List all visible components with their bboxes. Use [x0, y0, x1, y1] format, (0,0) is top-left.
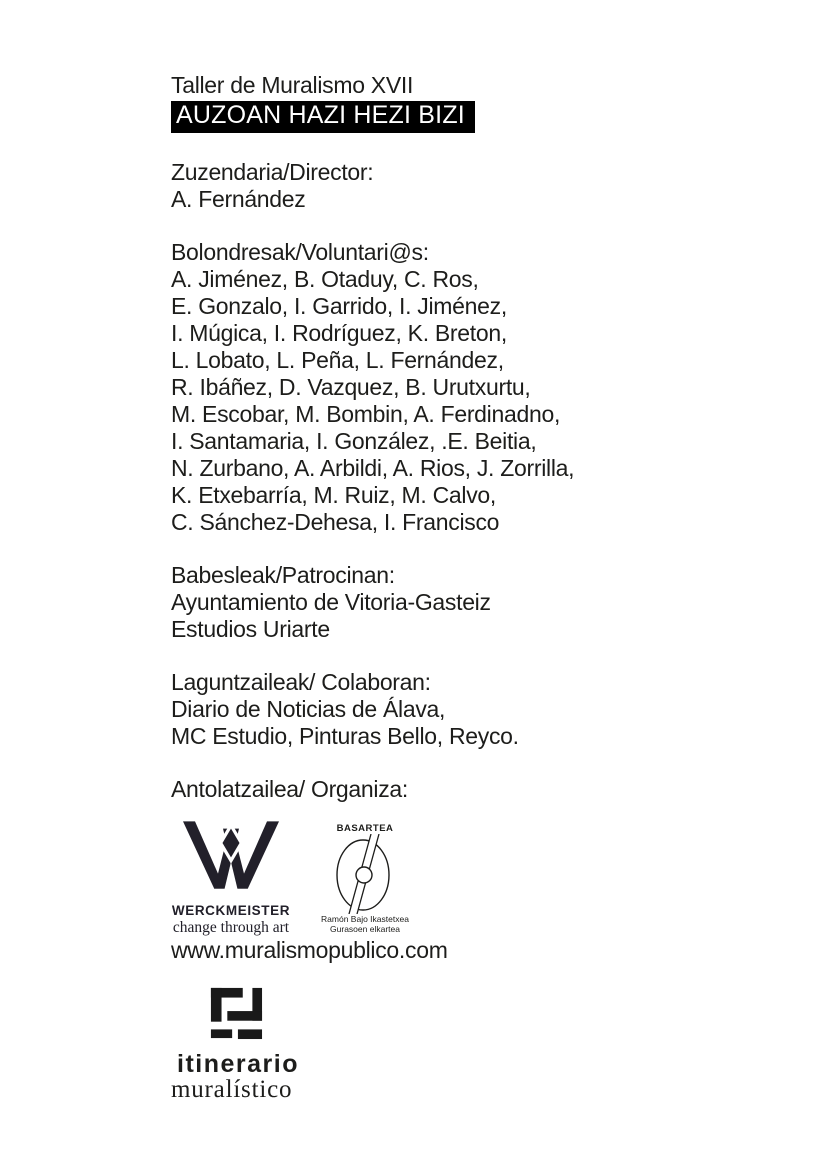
collaborators-line: MC Estudio, Pinturas Bello, Reyco.	[171, 723, 519, 749]
organizer-logos	[171, 821, 771, 937]
director-heading: Zuzendaria/Director:	[171, 159, 374, 185]
volunteers-line: C. Sánchez-Dehesa, I. Francisco	[171, 509, 500, 535]
basartea-name: BASARTEA	[336, 823, 394, 834]
werckmeister-tagline: change through art	[172, 919, 290, 936]
collaborators-heading: Laguntzaileak/ Colaboran:	[171, 669, 431, 695]
sponsors-line: Estudios Uriarte	[171, 616, 330, 642]
director-name: A. Fernández	[171, 186, 306, 212]
itinerario-logo	[171, 986, 771, 1103]
section-organizer	[171, 776, 771, 803]
organizer-heading: Antolatzailea/ Organiza:	[171, 776, 408, 802]
section-volunteers	[171, 239, 771, 536]
volunteers-line: I. Santamaria, I. González, .E. Beitia,	[171, 428, 537, 454]
volunteers-line: A. Jiménez, B. Otaduy, C. Ros,	[171, 266, 479, 292]
page-title: Taller de Muralismo XVII	[171, 72, 414, 98]
basartea-school: Ramón Bajo Ikastetxea	[321, 914, 409, 924]
section-director	[171, 159, 771, 213]
banner-text: AUZOAN HAZI HEZI BIZI	[176, 101, 465, 129]
volunteers-line: K. Etxebarría, M. Ruiz, M. Calvo,	[171, 482, 496, 508]
collaborators-line: Diario de Noticias de Álava,	[171, 696, 446, 722]
section-sponsors	[171, 562, 771, 643]
banner	[171, 101, 475, 133]
werckmeister-w-icon	[183, 821, 279, 889]
credits-column	[171, 72, 771, 1103]
volunteers-line: L. Lobato, L. Peña, L. Fernández,	[171, 347, 504, 373]
volunteers-line: M. Escobar, M. Bombin, A. Ferdinadno,	[171, 401, 561, 427]
volunteers-line: N. Zurbano, A. Arbildi, A. Rios, J. Zorrilla,	[171, 455, 575, 481]
section-collaborators	[171, 669, 771, 750]
basartea-association: Gurasoen elkartea	[330, 924, 400, 934]
volunteers-heading: Bolondresak/Voluntari@s:	[171, 239, 429, 265]
muralistico-word: muralístico	[171, 1076, 293, 1103]
volunteers-line: R. Ibáñez, D. Vazquez, B. Urutxurtu,	[171, 374, 531, 400]
website-link[interactable]: www.muralismopublico.com	[171, 937, 448, 963]
itinerario-mark-icon	[209, 986, 263, 1040]
werckmeister-name: WERCKMEISTER	[171, 903, 291, 918]
volunteers-line: I. Múgica, I. Rodríguez, K. Breton,	[171, 320, 507, 346]
basartea-logo	[315, 821, 415, 934]
itinerario-word: itinerario	[177, 1050, 299, 1078]
sponsors-heading: Babesleak/Patrocinan:	[171, 562, 395, 588]
werckmeister-logo	[171, 821, 291, 937]
volunteers-line: E. Gonzalo, I. Garrido, I. Jiménez,	[171, 293, 507, 319]
sponsors-line: Ayuntamiento de Vitoria-Gasteiz	[171, 589, 491, 615]
basartea-emblem-icon	[329, 834, 401, 914]
